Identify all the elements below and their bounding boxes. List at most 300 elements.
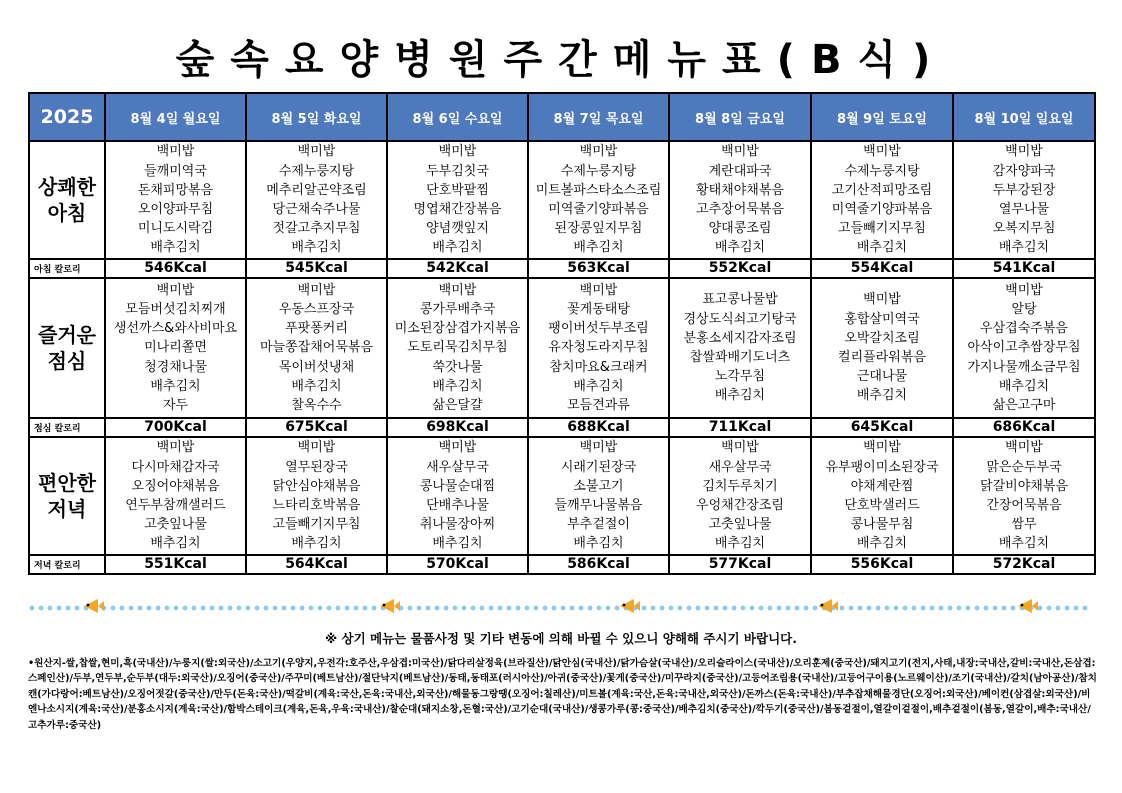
bubble-dot	[417, 606, 422, 611]
calorie-value: 545Kcal	[246, 259, 387, 278]
menu-item: 계란대파국	[708, 163, 772, 179]
menu-item: 백미밥	[156, 440, 195, 456]
menu-item: 명엽채간장볶음	[413, 202, 502, 217]
menu-item: 청경채나물	[144, 359, 207, 375]
decorative-wave-border	[28, 596, 1094, 616]
menu-item: 분홍소세지감자조림	[683, 330, 797, 346]
day-header: 8월 8일 금요일	[669, 93, 811, 141]
menu-item: 배추김치	[856, 536, 908, 552]
bubble-dot	[579, 606, 584, 611]
menu-item: 열무된장국	[285, 459, 348, 475]
menu-item: 백미밥	[438, 144, 477, 160]
bubble-dot	[291, 606, 296, 611]
menu-item: 열무나물	[998, 202, 1050, 217]
calorie-label: 저녁 칼로리	[29, 555, 105, 574]
bubble-dot	[363, 606, 368, 611]
bubble-dot	[813, 606, 818, 611]
menu-cell	[953, 437, 1095, 555]
calorie-value: 675Kcal	[246, 418, 387, 437]
menu-cell	[669, 141, 811, 259]
bubble-dot	[642, 606, 647, 611]
bubble-dot	[570, 606, 575, 611]
menu-item: 단호박팥찜	[426, 182, 489, 198]
menu-item: 오이양파무침	[137, 202, 214, 217]
bubble-dot	[741, 606, 746, 611]
bubble-dot	[147, 606, 152, 611]
fish-icon	[1018, 599, 1038, 613]
bubble-dot	[300, 606, 305, 611]
menu-item: 삶은고구마	[992, 398, 1056, 413]
menu-item: 고춧잎나물	[708, 517, 772, 533]
bubble-dot	[705, 606, 710, 611]
bubble-dot	[759, 606, 764, 611]
bubble-dot	[615, 606, 620, 611]
menu-item: 백미밥	[721, 440, 759, 456]
menu-item: 고춧잎나물	[144, 517, 207, 533]
menu-item: 백미밥	[863, 440, 901, 456]
menu-item: 고기산적피망조림	[831, 182, 933, 198]
menu-cell	[246, 278, 387, 418]
bubble-dot	[66, 606, 71, 611]
bubble-dot	[498, 606, 503, 611]
bubble-dot	[435, 606, 440, 611]
day-header: 8월 5일 화요일	[246, 93, 387, 141]
bubble-dot	[894, 606, 899, 611]
menu-cell	[246, 437, 387, 555]
menu-cell	[669, 437, 811, 555]
bubble-dot	[462, 606, 467, 611]
menu-item: 컬리플라워볶음	[838, 350, 926, 365]
calorie-value: 570Kcal	[387, 555, 528, 574]
bubble-dot	[1011, 606, 1016, 611]
menu-item: 돈채피망볶음	[137, 182, 214, 198]
menu-item: 백미밥	[297, 440, 336, 456]
menu-item: 생선까스&와사비마요	[113, 321, 238, 337]
menu-item: 백미밥	[579, 144, 618, 160]
calorie-value: 572Kcal	[953, 555, 1095, 574]
menu-cell	[105, 141, 246, 259]
day-header: 8월 10일 일요일	[953, 93, 1095, 141]
calorie-value: 711Kcal	[669, 418, 811, 437]
calorie-value: 563Kcal	[528, 259, 669, 278]
menu-item: 황태채야채볶음	[696, 182, 784, 198]
bubble-dot	[876, 606, 881, 611]
calorie-value: 542Kcal	[387, 259, 528, 278]
menu-cell	[387, 437, 528, 555]
bubble-dot	[885, 606, 890, 611]
menu-item: 배추김치	[150, 240, 201, 256]
bubble-dot	[129, 606, 134, 611]
fish-icon	[818, 599, 838, 613]
bubble-dot	[723, 606, 728, 611]
bubble-dot	[57, 606, 62, 611]
bubble-dot	[867, 606, 872, 611]
bubble-dot	[192, 606, 197, 611]
bubble-dot	[795, 606, 800, 611]
bubble-dot	[696, 606, 701, 611]
bubble-dot	[687, 606, 692, 611]
calorie-row	[29, 555, 1095, 574]
bubble-dot	[993, 606, 998, 611]
bubble-dot	[786, 606, 791, 611]
bubble-dot	[912, 606, 917, 611]
bubble-dot	[516, 606, 521, 611]
bubble-dot	[183, 606, 188, 611]
menu-item: 가지나물깨소금무침	[967, 359, 1081, 375]
bubble-dot	[111, 606, 116, 611]
calorie-label: 아침 칼로리	[29, 259, 105, 278]
bubble-dot	[39, 606, 44, 611]
menu-item: 배추김치	[856, 388, 908, 404]
menu-item: 들깨미역국	[144, 163, 207, 179]
menu-item: 야채계란찜	[850, 478, 914, 494]
menu-item: 백미밥	[863, 144, 901, 160]
bubble-dot	[489, 606, 494, 611]
menu-item: 배추김치	[998, 536, 1050, 552]
menu-cell	[387, 141, 528, 259]
menu-item: 수제누룽지탕	[278, 163, 355, 179]
menu-item: 노각무침	[714, 369, 766, 385]
meal-label-line: 편안한	[38, 471, 96, 495]
page-title: 숲속요양병원주간메뉴표(B식)	[175, 37, 947, 83]
menu-item: 배추김치	[573, 536, 624, 552]
bubble-dot	[318, 606, 323, 611]
menu-item: 미나리쫄면	[144, 340, 207, 356]
meal-label	[29, 437, 105, 555]
menu-item: 찰옥수수	[291, 398, 342, 413]
menu-item: 참치마요&크래커	[549, 359, 648, 375]
menu-item: 배추김치	[714, 388, 766, 404]
bubble-dot	[840, 606, 845, 611]
bubble-dot	[588, 606, 593, 611]
bubble-dot	[1065, 606, 1070, 611]
bubble-dot	[372, 606, 377, 611]
menu-item: 백미밥	[1005, 440, 1043, 456]
menu-item: 알탕	[1011, 301, 1037, 317]
menu-item: 자두	[162, 398, 189, 413]
bubble-dot	[408, 606, 413, 611]
bubble-dot	[480, 606, 485, 611]
origin-info: •원산지-쌀,찹쌀,현미,흑(국내산)/누룽지(쌀:외국산)/소고기(우양지,우전각:호주산,우삼겹:미국산)/닭다리살정육(브라질산)/닭안심(국내산)/닭가슴살(국내산)/오리슬라이스(국내산)/오리훈제(중국산)/돼지고기(전지,사태,내장:국내산,갈비:국내산,돈삼겹:스페인산)/두부,연두부,순두부(대두:외국산)/오징어(중국산)/주꾸미(베트남산)/절단낙지(베트남산)/동태,동태포(러시아산)/아귀(중국산)/꽃게(중국산)/미꾸라지(중국산)/고등어조림용(국내산)/고등어구이용(노르웨이산)/조기(국내산)/갈치(남아공산)/참치캔(가다랑어:베트남산)/오징어젓갈(중국산)/만두(돈육:국산)/떡갈비(계육:국산,돈육:국내산,외국산)/해물동그랑땡(오징어:칠레산)/미트볼(계육:국산,돈육:국내산,외국산)/돈까스(돈육:국내산)/부추잡채해물경단(오징어:외국산)/베이컨(삼겹살:외국산)/비엔나소시지(계육:국산)/분홍소시지(계육:국산)/함박스테이크(계육,돈육,우육:국내산)/찰순대(돼지소창,돈혈:국산)/고기순대(국내산)/생콩가루(콩:중국산)/배추김치(중국산)/깍두기(중국산)/봄동겉절이,열갈이겉절이,배추겉절이(봄동,열갈이,배추:국내산/고추가루:중국산)	[28, 658, 1097, 731]
menu-item: 모듬버섯김치찌개	[125, 301, 226, 317]
menu-item: 유부팽이미소된장국	[825, 459, 939, 475]
calorie-label: 점심 칼로리	[29, 418, 105, 437]
menu-item: 단호박샐러드	[844, 498, 920, 513]
calorie-value: 564Kcal	[246, 555, 387, 574]
bubble-dot	[210, 606, 215, 611]
menu-item: 우엉채간장조림	[696, 498, 784, 513]
bubble-dot	[345, 606, 350, 611]
menu-item: 콩가루배추국	[419, 301, 496, 317]
menu-item: 오박갈치조림	[844, 330, 920, 346]
bubble-dot	[309, 606, 314, 611]
menu-item: 배추김치	[432, 240, 483, 256]
menu-item: 배추김치	[998, 240, 1050, 256]
menu-item: 감자양파국	[992, 163, 1056, 179]
menu-item: 목이버섯냉채	[278, 359, 355, 375]
menu-item: 두부김칫국	[426, 163, 489, 179]
meal-label-line: 상쾌한	[38, 175, 96, 199]
menu-item: 고들빼기지무침	[272, 517, 361, 533]
menu-item: 백미밥	[297, 282, 336, 298]
menu-item: 느타리호박볶음	[272, 498, 361, 513]
menu-item: 미소된장삼겹가지볶음	[394, 321, 521, 337]
menu-item: 배추김치	[714, 240, 766, 256]
menu-item: 팽이버섯두부조림	[548, 321, 649, 337]
menu-item: 미트볼파스타소스조림	[535, 182, 662, 198]
menu-item: 시래기된장국	[560, 459, 637, 475]
bubble-dot	[930, 606, 935, 611]
calorie-value: 552Kcal	[669, 259, 811, 278]
fish-icon	[620, 599, 640, 613]
bubble-dot	[156, 606, 161, 611]
bubble-dot	[273, 606, 278, 611]
notice-text: ※ 상기 메뉴는 물품사정 및 기타 변동에 의해 바뀔 수 있으니 양해해 주시기 바랍니다.	[325, 631, 797, 646]
bubble-dot	[651, 606, 656, 611]
menu-body	[29, 93, 1095, 574]
bubble-dot	[606, 606, 611, 611]
menu-item: 근대나물	[856, 369, 908, 385]
menu-item: 배추김치	[291, 536, 342, 552]
header-row	[29, 93, 1095, 141]
menu-cell	[811, 278, 953, 418]
bubble-dot	[948, 606, 953, 611]
menu-item: 도토리묵김치무침	[407, 340, 508, 356]
bubble-dot	[921, 606, 926, 611]
calorie-value: 556Kcal	[811, 555, 953, 574]
bubble-dot	[1074, 606, 1079, 611]
bubble-dot	[1056, 606, 1061, 611]
menu-item: 젓갈고추지무침	[272, 221, 361, 237]
bubble-dot	[1002, 606, 1007, 611]
bubble-dot	[552, 606, 557, 611]
menu-cell	[811, 437, 953, 555]
menu-item: 배추김치	[432, 536, 483, 552]
menu-item: 백미밥	[438, 440, 477, 456]
menu-item: 미역줄기양파볶음	[831, 202, 933, 217]
bubble-dot	[228, 606, 233, 611]
menu-item: 오징어야채볶음	[131, 478, 220, 494]
calorie-value: 698Kcal	[387, 418, 528, 437]
menu-item: 미니도시락김	[137, 221, 214, 237]
bubble-dot	[903, 606, 908, 611]
meal-label-line: 아침	[47, 201, 87, 225]
day-header: 8월 6일 수요일	[387, 93, 528, 141]
bubble-dot	[453, 606, 458, 611]
calorie-value: 551Kcal	[105, 555, 246, 574]
bubble-dot	[1083, 606, 1088, 611]
menu-item: 수제누룽지탕	[844, 163, 920, 179]
bubble-dot	[732, 606, 737, 611]
menu-item: 백미밥	[1005, 144, 1043, 160]
bubble-dot	[138, 606, 143, 611]
menu-item: 백미밥	[579, 440, 618, 456]
weekly-menu-table	[28, 92, 1096, 575]
menu-item: 푸팟퐁커리	[285, 321, 348, 337]
menu-item: 아삭이고추쌈장무침	[967, 340, 1081, 356]
bubble-dot	[525, 606, 530, 611]
menu-cell	[669, 278, 811, 418]
menu-item: 배추김치	[291, 240, 342, 256]
bubble-dot	[255, 606, 260, 611]
calorie-row	[29, 259, 1095, 278]
menu-item: 양대콩조림	[708, 221, 772, 237]
bubble-dot	[984, 606, 989, 611]
menu-item: 수제누룽지탕	[560, 163, 637, 179]
meal-label-line: 즐거운	[38, 323, 96, 347]
menu-item: 닭갈비야채볶음	[980, 478, 1068, 494]
bubble-dot	[804, 606, 809, 611]
menu-item: 배추김치	[291, 378, 342, 394]
menu-item: 백미밥	[721, 144, 759, 160]
menu-item: 배추김치	[998, 378, 1050, 394]
menu-item: 닭안심야채볶음	[272, 478, 361, 494]
day-header: 8월 9일 토요일	[811, 93, 953, 141]
menu-item: 두부강된장	[992, 182, 1056, 198]
menu-item: 오복지무침	[992, 221, 1056, 237]
calorie-value: 541Kcal	[953, 259, 1095, 278]
bubble-dot	[237, 606, 242, 611]
bubble-dot	[120, 606, 125, 611]
meal-label	[29, 278, 105, 418]
calorie-value: 554Kcal	[811, 259, 953, 278]
menu-item: 연두부참깨샐러드	[125, 498, 226, 513]
bubble-dot	[939, 606, 944, 611]
menu-item: 양념깻잎지	[426, 221, 489, 237]
menu-item: 취나물장아찌	[419, 517, 496, 533]
bubble-dot	[444, 606, 449, 611]
bubble-dot	[660, 606, 665, 611]
menu-item: 백미밥	[156, 282, 195, 298]
bubble-dot	[669, 606, 674, 611]
bubble-dot	[201, 606, 206, 611]
menu-item: 콩나물순대찜	[419, 478, 496, 494]
menu-cell	[953, 141, 1095, 259]
bubble-dot	[768, 606, 773, 611]
menu-item: 백미밥	[297, 144, 336, 160]
bubble-dots	[30, 606, 1088, 611]
bubble-dot	[966, 606, 971, 611]
menu-item: 들깨무나물볶음	[554, 498, 643, 513]
menu-cell	[105, 437, 246, 555]
meal-row	[29, 141, 1095, 259]
meal-row	[29, 437, 1095, 555]
menu-item: 쑥갓나물	[432, 359, 483, 375]
menu-item: 경상도식쇠고기탕국	[683, 311, 797, 327]
menu-item: 백미밥	[156, 144, 195, 160]
bubble-dot	[750, 606, 755, 611]
menu-item: 소불고기	[573, 478, 624, 494]
calorie-row	[29, 418, 1095, 437]
bubble-dot	[471, 606, 476, 611]
menu-item: 배추김치	[714, 536, 766, 552]
year-cell: 2025	[29, 93, 105, 141]
day-header: 8월 4일 월요일	[105, 93, 246, 141]
menu-item: 마늘쫑잡채어묵볶음	[259, 340, 374, 356]
meal-label	[29, 141, 105, 259]
menu-item: 백미밥	[1005, 282, 1043, 298]
menu-item: 맑은순두부국	[986, 459, 1062, 475]
bubble-dot	[426, 606, 431, 611]
menu-item: 모듬견과류	[567, 398, 630, 413]
menu-item: 표고콩나물밥	[702, 292, 778, 308]
menu-cell	[246, 141, 387, 259]
menu-cell	[105, 278, 246, 418]
menu-item: 미역줄기양파볶음	[548, 202, 649, 217]
calorie-value: 645Kcal	[811, 418, 953, 437]
menu-cell	[811, 141, 953, 259]
calorie-value: 686Kcal	[953, 418, 1095, 437]
bubble-dot	[165, 606, 170, 611]
menu-item: 찹쌀꽈배기도너츠	[689, 350, 791, 365]
menu-item: 다시마채감자국	[131, 459, 220, 475]
menu-item: 우동스프장국	[278, 301, 355, 317]
bubble-dot	[957, 606, 962, 611]
menu-item: 김치두루치기	[702, 478, 778, 494]
menu-item: 부추겉절이	[567, 517, 630, 533]
meal-row	[29, 278, 1095, 418]
bubble-dot	[858, 606, 863, 611]
bubble-dot	[75, 606, 80, 611]
menu-item: 새우살무국	[708, 459, 772, 475]
menu-item: 우삼겹숙주볶음	[980, 321, 1068, 337]
calorie-value: 688Kcal	[528, 418, 669, 437]
menu-item: 고추장어묵볶음	[696, 202, 784, 217]
menu-item: 배추김치	[573, 378, 624, 394]
bubble-dot	[597, 606, 602, 611]
menu-item: 새우살무국	[426, 459, 489, 475]
menu-item: 배추김치	[150, 536, 201, 552]
calorie-value: 577Kcal	[669, 555, 811, 574]
bubble-dot	[30, 606, 35, 611]
menu-item: 삶은달걀	[432, 398, 483, 413]
menu-cell	[528, 141, 669, 259]
menu-item: 유자청도라지무침	[548, 340, 649, 356]
bubble-dot	[336, 606, 341, 611]
menu-item: 배추김치	[573, 240, 624, 256]
menu-cell	[953, 278, 1095, 418]
bubble-dot	[561, 606, 566, 611]
bubble-dot	[714, 606, 719, 611]
menu-item: 고들빼기지무침	[838, 221, 926, 237]
menu-item: 백미밥	[438, 282, 477, 298]
bubble-dot	[777, 606, 782, 611]
bubble-dot	[507, 606, 512, 611]
menu-item: 콩나물무침	[850, 517, 914, 533]
meal-label-line: 저녁	[47, 497, 87, 521]
menu-cell	[387, 278, 528, 418]
bubble-dot	[174, 606, 179, 611]
bubble-dot	[327, 606, 332, 611]
day-header: 8월 7일 목요일	[528, 93, 669, 141]
menu-item: 배추김치	[856, 240, 908, 256]
menu-item: 꽃게동태탕	[567, 301, 630, 317]
menu-item: 백미밥	[863, 292, 901, 308]
bubble-dot	[1038, 606, 1043, 611]
menu-cell	[528, 278, 669, 418]
bubble-dot	[678, 606, 683, 611]
fish-icon	[380, 599, 400, 613]
fish-icon	[84, 599, 104, 613]
bubble-dot	[354, 606, 359, 611]
menu-cell	[528, 437, 669, 555]
menu-item: 홍합살미역국	[844, 311, 920, 327]
calorie-value: 586Kcal	[528, 555, 669, 574]
bubble-dot	[543, 606, 548, 611]
bubble-dot	[1047, 606, 1052, 611]
menu-item: 배추김치	[432, 378, 483, 394]
menu-item: 당근채숙주나물	[272, 202, 361, 217]
